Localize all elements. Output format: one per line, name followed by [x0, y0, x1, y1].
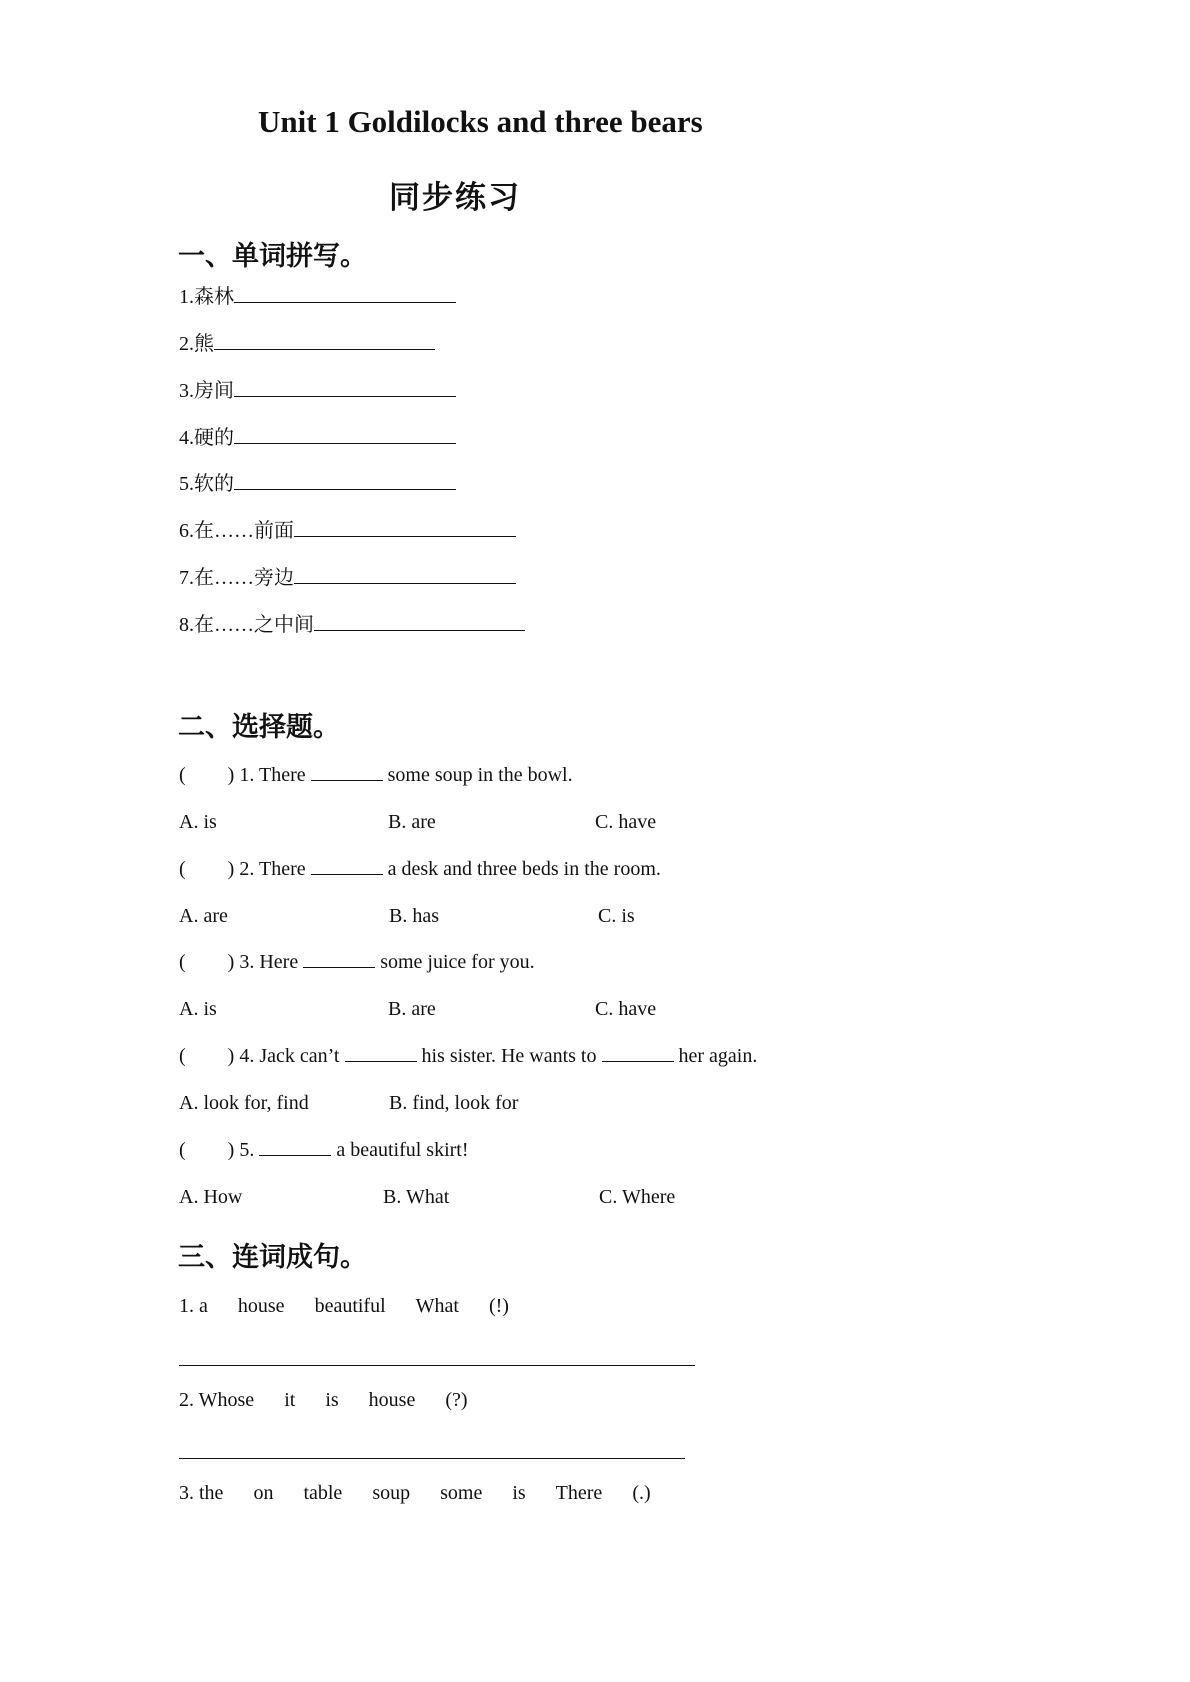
choice-question — [179, 764, 573, 787]
spelling-item-label: 2.熊 — [179, 333, 214, 355]
answer-paren-open: ( — [179, 764, 186, 786]
word-order-number: 3. the — [179, 1482, 224, 1504]
spelling-item — [179, 374, 456, 403]
spelling-item — [179, 514, 516, 543]
spelling-item — [179, 467, 456, 496]
word-order-word: soup — [372, 1482, 411, 1504]
spelling-item — [179, 561, 516, 590]
choice-question — [179, 951, 535, 974]
spelling-item-label: 4.硬的 — [179, 427, 234, 449]
spelling-item-label: 1.森林 — [179, 286, 234, 308]
choice-option[interactable]: C. have — [595, 811, 657, 833]
question-text: some juice for you. — [380, 951, 535, 973]
word-order-word: What — [415, 1295, 459, 1317]
question-text: 2. There — [239, 858, 306, 880]
choice-option[interactable]: C. have — [595, 998, 657, 1020]
question-text: her again. — [678, 1045, 758, 1067]
question-text: 1. There — [239, 764, 306, 786]
spelling-item — [179, 280, 456, 309]
word-order-punctuation: (.) — [632, 1482, 651, 1504]
question-text: 4. Jack can’t — [239, 1045, 340, 1067]
answer-paren-close: ) — [227, 764, 235, 786]
choice-option[interactable]: B. find, look for — [389, 1092, 519, 1114]
spelling-answer-blank[interactable] — [214, 349, 435, 350]
answer-paren-close: ) — [227, 1045, 235, 1067]
word-order-punctuation: (?) — [445, 1389, 468, 1411]
word-order-number: 1. a — [179, 1295, 208, 1317]
choice-option[interactable]: A. is — [179, 998, 217, 1020]
word-order-word: is — [325, 1389, 339, 1411]
section-heading-multiple-choice: 二、选择题。 — [178, 712, 340, 742]
spelling-answer-blank[interactable] — [234, 489, 456, 490]
word-order-item — [179, 1482, 681, 1505]
word-order-punctuation: (!) — [488, 1295, 509, 1317]
answer-paren-close: ) — [227, 858, 235, 880]
spelling-answer-blank[interactable] — [294, 583, 516, 584]
word-order-word: is — [512, 1482, 526, 1504]
choice-option[interactable]: A. is — [179, 811, 217, 833]
word-order-word: it — [284, 1389, 296, 1411]
spelling-answer-blank[interactable] — [234, 443, 456, 444]
word-order-word: table — [303, 1482, 343, 1504]
word-order-word: beautiful — [314, 1295, 386, 1317]
question-blank[interactable] — [311, 780, 383, 781]
answer-paren-close: ) — [227, 951, 235, 973]
spelling-answer-blank[interactable] — [234, 302, 456, 303]
spelling-item-label: 5.软的 — [179, 473, 234, 495]
word-order-word: on — [253, 1482, 274, 1504]
question-blank[interactable] — [259, 1155, 331, 1156]
word-order-item — [179, 1295, 539, 1318]
word-order-word: some — [440, 1482, 483, 1504]
spelling-item-label: 7.在……旁边 — [179, 567, 294, 589]
choice-question — [179, 1139, 469, 1162]
spelling-item-label: 3.房间 — [179, 380, 234, 402]
choice-option[interactable]: C. is — [598, 905, 635, 927]
choice-option[interactable]: A. are — [179, 905, 228, 927]
choice-option[interactable]: B. are — [388, 811, 436, 833]
word-order-word: house — [237, 1295, 285, 1317]
question-blank[interactable] — [345, 1061, 417, 1062]
section-heading-spelling: 一、单词拼写。 — [178, 241, 367, 271]
choice-question — [179, 858, 661, 881]
spelling-item-label: 8.在……之中间 — [179, 614, 314, 636]
spelling-answer-blank[interactable] — [234, 396, 456, 397]
choice-option[interactable]: B. What — [383, 1186, 450, 1208]
spelling-answer-blank[interactable] — [314, 630, 525, 631]
worksheet-subtitle: 同步练习 — [389, 180, 521, 215]
choice-option[interactable]: C. Where — [599, 1186, 676, 1208]
question-text: some soup in the bowl. — [387, 764, 573, 786]
spelling-item — [179, 608, 525, 637]
section-heading-sentence-building: 三、连词成句。 — [178, 1242, 367, 1272]
word-order-number: 2. Whose — [179, 1389, 255, 1411]
question-blank[interactable] — [303, 967, 375, 968]
answer-paren-open: ( — [179, 858, 186, 880]
question-text: 5. — [239, 1139, 255, 1161]
sentence-answer-line[interactable] — [179, 1458, 685, 1459]
choice-option[interactable]: B. are — [388, 998, 436, 1020]
choice-option[interactable]: A. How — [179, 1186, 243, 1208]
question-text: a desk and three beds in the room. — [387, 858, 661, 880]
spelling-item — [179, 421, 456, 450]
question-text: 3. Here — [239, 951, 299, 973]
question-text: a beautiful skirt! — [336, 1139, 469, 1161]
question-blank[interactable] — [311, 874, 383, 875]
spelling-answer-blank[interactable] — [294, 536, 516, 537]
question-blank[interactable] — [602, 1061, 674, 1062]
word-order-word: There — [555, 1482, 603, 1504]
spelling-item-label: 6.在……前面 — [179, 520, 294, 542]
word-order-word: house — [368, 1389, 416, 1411]
choice-question — [179, 1045, 757, 1068]
choice-option[interactable]: B. has — [389, 905, 439, 927]
spelling-item — [179, 327, 435, 356]
word-order-item — [179, 1389, 498, 1412]
answer-paren-open: ( — [179, 1139, 186, 1161]
choice-option[interactable]: A. look for, find — [179, 1092, 309, 1114]
answer-paren-close: ) — [227, 1139, 235, 1161]
question-text: his sister. He wants to — [421, 1045, 597, 1067]
answer-paren-open: ( — [179, 951, 186, 973]
answer-paren-open: ( — [179, 1045, 186, 1067]
sentence-answer-line[interactable] — [179, 1365, 695, 1366]
worksheet-title: Unit 1 Goldilocks and three bears — [258, 104, 703, 139]
